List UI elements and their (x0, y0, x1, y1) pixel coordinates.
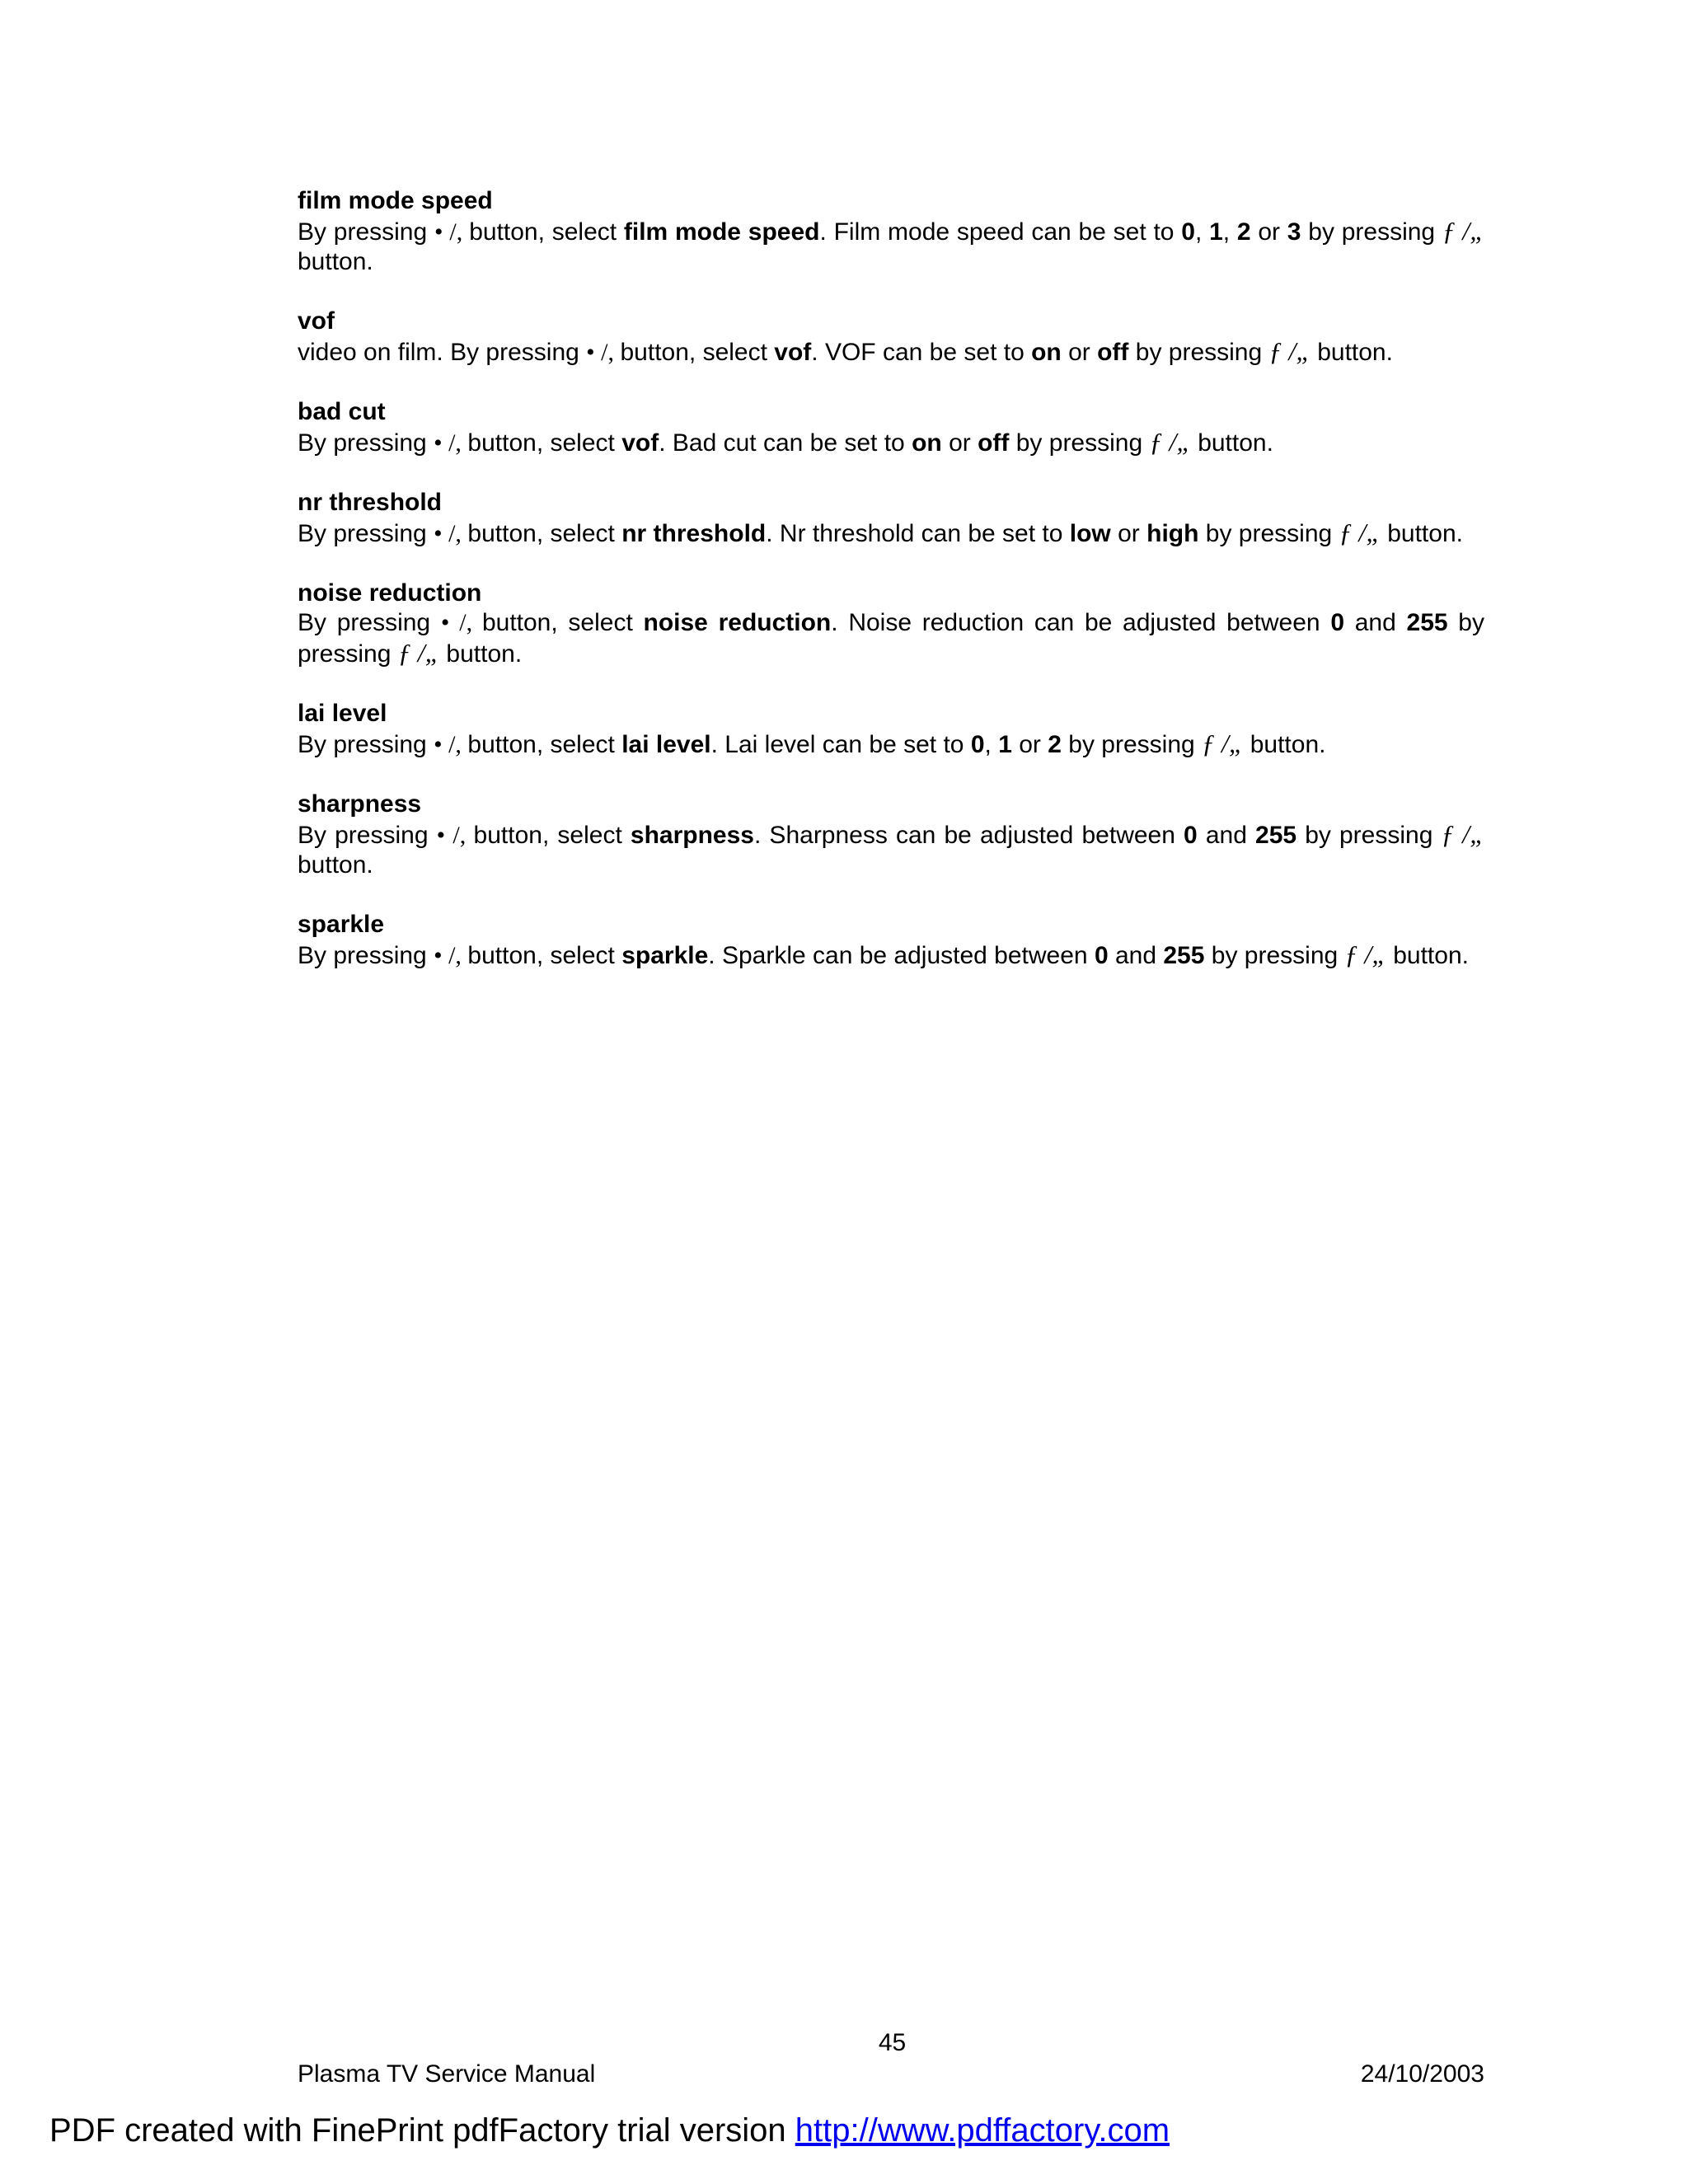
left-right-button-symbol: ƒ /„ (1202, 729, 1250, 758)
left-right-button-symbol: ƒ /„ (1442, 216, 1485, 246)
section-heading: nr threshold (298, 489, 443, 516)
section-vof (298, 307, 1484, 368)
up-down-button-symbol: • /, (434, 731, 468, 758)
section-sparkle (298, 910, 1484, 971)
section-description: By pressing • /, button, select nr threshold. Nr threshold can be set to low or high by pressing ƒ /„ button. (298, 518, 1463, 547)
footer-date: 24/10/2003 (1360, 2060, 1484, 2088)
up-down-button-symbol: • /, (440, 609, 482, 636)
section-description: By pressing • /, button, select lai level. Lai level can be set to 0, 1 or 2 by pressing ƒ /„ button. (298, 729, 1326, 758)
up-down-button-symbol: • /, (434, 520, 468, 547)
up-down-button-symbol: • /, (436, 822, 474, 849)
section-heading: film mode speed (298, 187, 493, 214)
up-down-button-symbol: • /, (586, 339, 621, 366)
section-heading: lai level (298, 700, 387, 727)
section-description: By pressing • /, button, select sparkle. Sparkle can be adjusted between 0 and 255 by pressing ƒ /„ button. (298, 940, 1469, 969)
left-right-button-symbol: ƒ /„ (1339, 518, 1388, 547)
section-description: video on film. By pressing • /, button, select vof. VOF can be set to on or off by pressing ƒ /„ button. (298, 336, 1393, 366)
section-heading: noise reduction (298, 579, 482, 607)
trial-banner (49, 2112, 1170, 2149)
section-sharpness (298, 790, 1484, 880)
pdffactory-link[interactable]: http://www.pdffactory.com (795, 2112, 1170, 2149)
left-right-button-symbol: ƒ /„ (1149, 427, 1198, 457)
section-description: By pressing • /, button, select noise reduction. Noise reduction can be adjusted between 0 and 255 by pressing ƒ /„ button. (298, 609, 1484, 668)
section-heading: bad cut (298, 398, 386, 425)
left-right-button-symbol: ƒ /„ (1441, 819, 1484, 849)
page-number: 45 (878, 2029, 907, 2056)
left-right-button-symbol: ƒ /„ (1344, 940, 1394, 969)
section-description: By pressing • /, button, select film mode speed. Film mode speed can be set to 0, 1, 2 or 3 by pressing ƒ /„ button. (298, 216, 1485, 275)
section-description: By pressing • /, button, select vof. Bad cut can be set to on or off by pressing ƒ /„ button. (298, 427, 1273, 457)
footer-manual-title: Plasma TV Service Manual (298, 2060, 596, 2088)
section-bad-cut (298, 397, 1484, 458)
left-right-button-symbol: ƒ /„ (1268, 336, 1318, 366)
trial-banner-text: PDF created with FinePrint pdfFactory trial version (49, 2112, 795, 2149)
section-heading: sparkle (298, 911, 385, 938)
section-lai-level (298, 699, 1484, 760)
section-nr-threshold (298, 488, 1484, 549)
up-down-button-symbol: • /, (434, 218, 470, 246)
up-down-button-symbol: • /, (434, 429, 468, 457)
left-right-button-symbol: ƒ /„ (397, 638, 447, 668)
section-noise-reduction (298, 579, 1484, 669)
section-description: By pressing • /, button, select sharpness. Sharpness can be adjusted between 0 and 255 by pressing ƒ /„ button. (298, 819, 1484, 879)
section-heading: sharpness (298, 790, 422, 818)
section-film-mode-speed (298, 186, 1484, 277)
manual-content (298, 186, 1484, 1001)
section-heading: vof (298, 307, 335, 335)
up-down-button-symbol: • /, (434, 942, 468, 969)
